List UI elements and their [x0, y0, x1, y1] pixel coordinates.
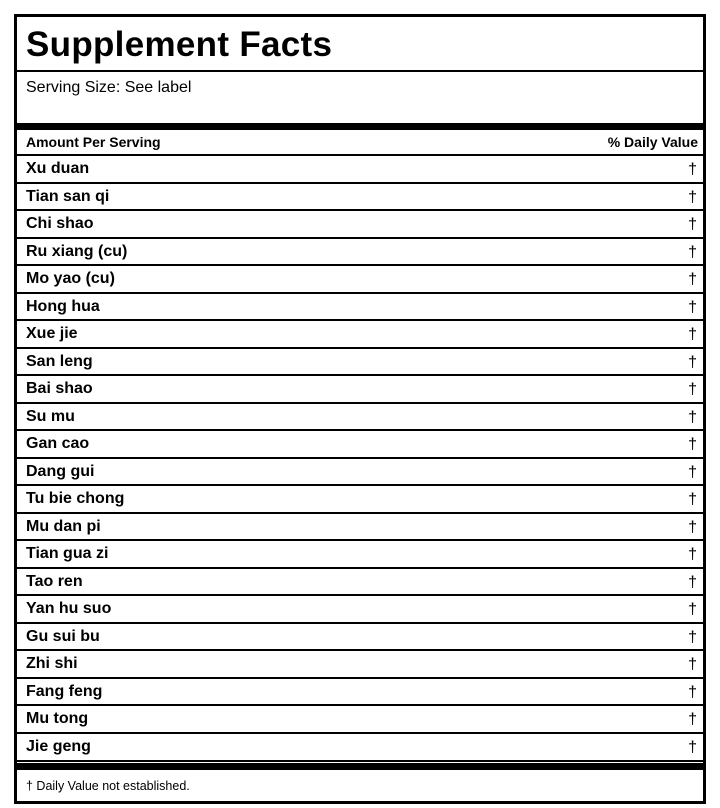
ingredient-daily-value: †	[688, 188, 697, 206]
ingredient-name: Mu dan pi	[26, 517, 101, 535]
ingredient-name: Su mu	[26, 407, 75, 425]
list-end-divider	[17, 760, 703, 762]
panel-title: Supplement Facts	[26, 25, 333, 64]
ingredient-daily-value: †	[688, 381, 697, 398]
ingredient-name: Tian gua zi	[26, 545, 109, 562]
ingredient-daily-value: †	[688, 601, 697, 618]
ingredient-daily-value: †	[688, 298, 697, 316]
ingredient-name: Jie geng	[26, 737, 91, 755]
ingredient-daily-value: †	[688, 573, 697, 591]
ingredient-name: Chi shao	[26, 215, 94, 232]
thick-divider-top	[17, 123, 703, 130]
serving-size: Serving Size: See label	[26, 79, 192, 96]
ingredient-row	[17, 649, 703, 677]
ingredient-name: Tian san qi	[26, 187, 110, 205]
ingredient-daily-value: †	[688, 436, 697, 453]
ingredient-row	[17, 677, 703, 705]
ingredient-daily-value: †	[688, 738, 697, 756]
ingredient-name: Gu sui bu	[26, 627, 100, 645]
footnote: † Daily Value not established.	[26, 779, 190, 793]
ingredient-name: Mo yao (cu)	[26, 270, 115, 287]
ingredient-name: Dang gui	[26, 462, 95, 480]
ingredient-row	[17, 209, 703, 237]
ingredient-row	[17, 154, 703, 182]
thick-divider-bottom	[17, 763, 703, 770]
ingredient-row	[17, 292, 703, 320]
ingredient-row	[17, 374, 703, 402]
ingredient-name: Ru xiang (cu)	[26, 242, 128, 260]
ingredient-row	[17, 704, 703, 732]
ingredient-name: Tu bie chong	[26, 490, 125, 507]
ingredient-name: Gan cao	[26, 435, 90, 452]
ingredient-daily-value: †	[688, 463, 697, 481]
daily-value-header: % Daily Value	[607, 134, 698, 150]
ingredient-row	[17, 567, 703, 595]
ingredient-name: Fang feng	[26, 682, 103, 700]
title-divider	[17, 70, 703, 72]
ingredient-daily-value: †	[688, 491, 697, 508]
ingredient-row	[17, 594, 703, 622]
ingredient-daily-value: †	[688, 408, 697, 426]
ingredient-daily-value: †	[688, 271, 697, 288]
ingredient-row	[17, 319, 703, 347]
ingredient-row	[17, 512, 703, 540]
ingredient-name: Xu duan	[26, 160, 90, 177]
ingredient-row	[17, 457, 703, 485]
supplement-facts-panel	[14, 14, 706, 804]
ingredient-name: Hong hua	[26, 297, 100, 315]
ingredient-row	[17, 182, 703, 210]
ingredient-daily-value: †	[688, 518, 697, 536]
ingredient-daily-value: †	[688, 243, 697, 261]
ingredient-name: Yan hu suo	[26, 600, 112, 617]
ingredient-name: Zhi shi	[26, 655, 78, 672]
ingredient-row	[17, 429, 703, 457]
ingredient-row	[17, 484, 703, 512]
ingredient-row	[17, 622, 703, 650]
ingredient-daily-value: †	[688, 353, 697, 371]
ingredient-daily-value: †	[688, 656, 697, 673]
ingredient-row	[17, 732, 703, 760]
ingredient-row	[17, 264, 703, 292]
ingredient-row	[17, 347, 703, 375]
amount-per-serving-header: Amount Per Serving	[26, 134, 161, 150]
ingredient-daily-value: †	[688, 161, 697, 178]
ingredient-name: San leng	[26, 352, 93, 370]
ingredient-daily-value: †	[688, 326, 697, 343]
ingredient-row	[17, 237, 703, 265]
ingredient-name: Bai shao	[26, 380, 93, 397]
ingredient-daily-value: †	[688, 711, 697, 728]
ingredient-name: Tao ren	[26, 572, 83, 590]
ingredient-daily-value: †	[688, 683, 697, 701]
ingredient-list	[17, 154, 703, 759]
ingredient-daily-value: †	[688, 546, 697, 563]
ingredient-name: Xue jie	[26, 325, 78, 342]
ingredient-row	[17, 539, 703, 567]
ingredient-daily-value: †	[688, 628, 697, 646]
ingredient-daily-value: †	[688, 216, 697, 233]
ingredient-row	[17, 402, 703, 430]
ingredient-name: Mu tong	[26, 710, 89, 727]
